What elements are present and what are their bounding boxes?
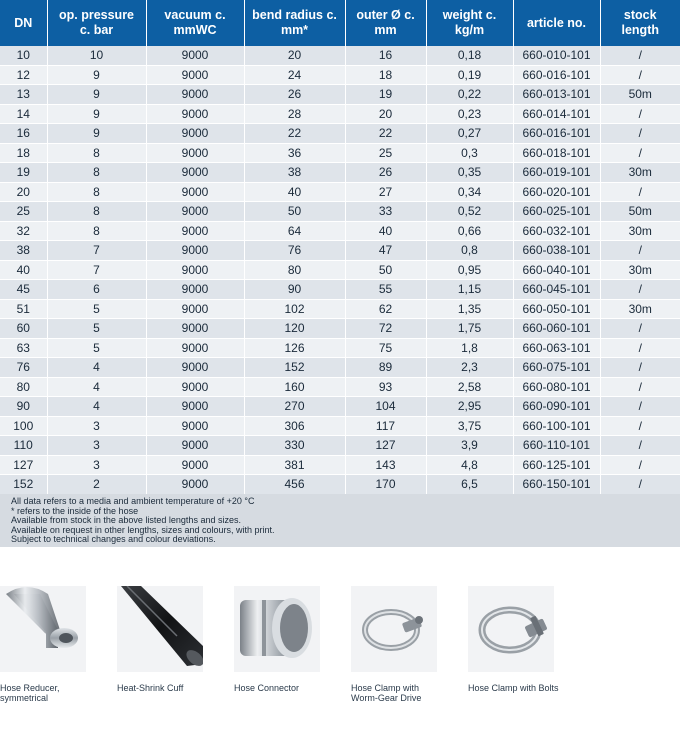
worm-gear-clamp-icon — [351, 586, 437, 672]
cell-outer-diameter: 25 — [345, 143, 426, 163]
cell-outer-diameter: 19 — [345, 85, 426, 105]
cell-weight: 0,52 — [426, 202, 513, 222]
cell-weight: 3,75 — [426, 416, 513, 436]
cell-op-pressure: 8 — [47, 182, 146, 202]
accessory-label: Hose Connector — [234, 683, 300, 693]
cell-article-no: 660-010-101 — [513, 46, 600, 65]
cell-stock-length: 30m — [600, 260, 680, 280]
header-weight: weight c. kg/m — [426, 0, 513, 46]
cell-bend-radius: 26 — [244, 85, 345, 105]
cell-outer-diameter: 117 — [345, 416, 426, 436]
cell-dn: 110 — [0, 436, 47, 456]
cell-vacuum: 9000 — [146, 377, 244, 397]
cell-stock-length: / — [600, 241, 680, 261]
cell-weight: 3,9 — [426, 436, 513, 456]
cell-dn: 12 — [0, 65, 47, 85]
cell-stock-length: / — [600, 377, 680, 397]
cell-stock-length: / — [600, 124, 680, 144]
cell-bend-radius: 24 — [244, 65, 345, 85]
cell-dn: 45 — [0, 280, 47, 300]
cell-op-pressure: 4 — [47, 358, 146, 378]
table-row — [0, 163, 680, 183]
cell-stock-length: / — [600, 280, 680, 300]
cell-stock-length: / — [600, 358, 680, 378]
accessory-heat-shrink-cuff[interactable] — [117, 586, 227, 694]
cell-weight: 1,35 — [426, 299, 513, 319]
hose-reducer-icon — [0, 586, 86, 672]
cell-op-pressure: 3 — [47, 436, 146, 456]
table-row — [0, 397, 680, 417]
cell-dn: 152 — [0, 475, 47, 495]
cell-weight: 0,27 — [426, 124, 513, 144]
cell-vacuum: 9000 — [146, 124, 244, 144]
cell-stock-length: 30m — [600, 163, 680, 183]
cell-op-pressure: 4 — [47, 397, 146, 417]
cell-op-pressure: 9 — [47, 65, 146, 85]
cell-stock-length: / — [600, 65, 680, 85]
cell-outer-diameter: 16 — [345, 46, 426, 65]
cell-dn: 90 — [0, 397, 47, 417]
cell-dn: 63 — [0, 338, 47, 358]
header-op-pressure: op. pressure c. bar — [47, 0, 146, 46]
cell-outer-diameter: 18 — [345, 65, 426, 85]
table-row — [0, 124, 680, 144]
cell-bend-radius: 40 — [244, 182, 345, 202]
cell-article-no: 660-050-101 — [513, 299, 600, 319]
cell-bend-radius: 126 — [244, 338, 345, 358]
cell-outer-diameter: 93 — [345, 377, 426, 397]
cell-vacuum: 9000 — [146, 475, 244, 495]
cell-outer-diameter: 47 — [345, 241, 426, 261]
table-row — [0, 280, 680, 300]
cell-weight: 1,15 — [426, 280, 513, 300]
cell-vacuum: 9000 — [146, 397, 244, 417]
cell-outer-diameter: 89 — [345, 358, 426, 378]
accessory-label: Hose Reducer, symmetrical — [0, 683, 60, 703]
cell-stock-length: / — [600, 455, 680, 475]
cell-bend-radius: 270 — [244, 397, 345, 417]
heat-shrink-cuff-icon — [117, 586, 203, 672]
cell-weight: 2,58 — [426, 377, 513, 397]
table-row — [0, 260, 680, 280]
table-row — [0, 85, 680, 105]
accessory-bolt-clamp[interactable] — [468, 586, 578, 694]
cell-weight: 0,95 — [426, 260, 513, 280]
spec-table-body — [0, 46, 680, 494]
cell-op-pressure: 6 — [47, 280, 146, 300]
cell-outer-diameter: 75 — [345, 338, 426, 358]
cell-bend-radius: 330 — [244, 436, 345, 456]
table-row — [0, 143, 680, 163]
cell-bend-radius: 80 — [244, 260, 345, 280]
hose-connector-icon — [234, 586, 320, 672]
cell-weight: 1,8 — [426, 338, 513, 358]
cell-article-no: 660-040-101 — [513, 260, 600, 280]
cell-stock-length: / — [600, 416, 680, 436]
cell-article-no: 660-090-101 — [513, 397, 600, 417]
cell-article-no: 660-080-101 — [513, 377, 600, 397]
cell-weight: 1,75 — [426, 319, 513, 339]
table-row — [0, 319, 680, 339]
cell-op-pressure: 3 — [47, 455, 146, 475]
cell-bend-radius: 22 — [244, 124, 345, 144]
cell-vacuum: 9000 — [146, 260, 244, 280]
cell-weight: 0,34 — [426, 182, 513, 202]
cell-dn: 127 — [0, 455, 47, 475]
accessory-label: Hose Clamp with Bolts — [468, 683, 559, 693]
note-temperature: All data refers to a media and ambient temperature of +20 °C — [11, 496, 255, 506]
cell-bend-radius: 28 — [244, 104, 345, 124]
cell-outer-diameter: 22 — [345, 124, 426, 144]
cell-bend-radius: 50 — [244, 202, 345, 222]
cell-op-pressure: 8 — [47, 143, 146, 163]
header-bend-radius: bend radius c. mm* — [244, 0, 345, 46]
cell-op-pressure: 8 — [47, 202, 146, 222]
cell-bend-radius: 160 — [244, 377, 345, 397]
cell-bend-radius: 120 — [244, 319, 345, 339]
cell-bend-radius: 64 — [244, 221, 345, 241]
accessory-worm-gear-clamp[interactable] — [351, 586, 461, 703]
cell-article-no: 660-110-101 — [513, 436, 600, 456]
cell-weight: 0,22 — [426, 85, 513, 105]
cell-weight: 6,5 — [426, 475, 513, 495]
footnotes — [0, 494, 680, 547]
cell-dn: 13 — [0, 85, 47, 105]
table-row — [0, 299, 680, 319]
cell-outer-diameter: 72 — [345, 319, 426, 339]
cell-outer-diameter: 33 — [345, 202, 426, 222]
cell-article-no: 660-075-101 — [513, 358, 600, 378]
cell-stock-length: 50m — [600, 85, 680, 105]
cell-stock-length: / — [600, 436, 680, 456]
cell-stock-length: 50m — [600, 202, 680, 222]
cell-dn: 100 — [0, 416, 47, 436]
cell-outer-diameter: 50 — [345, 260, 426, 280]
cell-op-pressure: 7 — [47, 241, 146, 261]
cell-article-no: 660-060-101 — [513, 319, 600, 339]
cell-vacuum: 9000 — [146, 143, 244, 163]
table-row — [0, 182, 680, 202]
header-outer-diameter: outer Ø c. mm — [345, 0, 426, 46]
cell-weight: 0,23 — [426, 104, 513, 124]
cell-stock-length: 30m — [600, 299, 680, 319]
cell-dn: 25 — [0, 202, 47, 222]
cell-dn: 80 — [0, 377, 47, 397]
cell-article-no: 660-150-101 — [513, 475, 600, 495]
cell-dn: 32 — [0, 221, 47, 241]
cell-article-no: 660-063-101 — [513, 338, 600, 358]
cell-article-no: 660-016-101 — [513, 124, 600, 144]
cell-vacuum: 9000 — [146, 319, 244, 339]
cell-weight: 0,3 — [426, 143, 513, 163]
cell-stock-length: / — [600, 143, 680, 163]
cell-vacuum: 9000 — [146, 455, 244, 475]
table-row — [0, 416, 680, 436]
note-stock: Available from stock in the above listed lengths and sizes. — [11, 515, 241, 526]
cell-vacuum: 9000 — [146, 182, 244, 202]
cell-article-no: 660-025-101 — [513, 202, 600, 222]
header-stock-length: stock length — [600, 0, 680, 46]
cell-op-pressure: 9 — [47, 124, 146, 144]
cell-vacuum: 9000 — [146, 358, 244, 378]
cell-vacuum: 9000 — [146, 338, 244, 358]
cell-article-no: 660-100-101 — [513, 416, 600, 436]
accessory-hose-reducer[interactable] — [0, 586, 110, 703]
cell-op-pressure: 8 — [47, 221, 146, 241]
cell-vacuum: 9000 — [146, 416, 244, 436]
cell-vacuum: 9000 — [146, 299, 244, 319]
cell-vacuum: 9000 — [146, 280, 244, 300]
cell-weight: 0,18 — [426, 46, 513, 65]
cell-article-no: 660-032-101 — [513, 221, 600, 241]
cell-stock-length: / — [600, 104, 680, 124]
cell-op-pressure: 5 — [47, 338, 146, 358]
cell-article-no: 660-038-101 — [513, 241, 600, 261]
accessory-label: Hose Clamp with Worm-Gear Drive — [351, 683, 422, 703]
cell-bend-radius: 456 — [244, 475, 345, 495]
cell-outer-diameter: 55 — [345, 280, 426, 300]
cell-dn: 60 — [0, 319, 47, 339]
cell-weight: 2,3 — [426, 358, 513, 378]
cell-bend-radius: 20 — [244, 46, 345, 65]
cell-vacuum: 9000 — [146, 104, 244, 124]
cell-vacuum: 9000 — [146, 46, 244, 65]
note-bend-radius: * refers to the inside of the hose — [11, 505, 139, 516]
table-row — [0, 338, 680, 358]
table-row — [0, 65, 680, 85]
cell-outer-diameter: 26 — [345, 163, 426, 183]
header-article-no: article no. — [513, 0, 600, 46]
cell-dn: 19 — [0, 163, 47, 183]
cell-outer-diameter: 40 — [345, 221, 426, 241]
cell-dn: 20 — [0, 182, 47, 202]
cell-stock-length: / — [600, 46, 680, 65]
cell-dn: 16 — [0, 124, 47, 144]
cell-dn: 76 — [0, 358, 47, 378]
cell-weight: 4,8 — [426, 455, 513, 475]
table-row — [0, 241, 680, 261]
cell-dn: 51 — [0, 299, 47, 319]
cell-stock-length: 30m — [600, 221, 680, 241]
cell-outer-diameter: 27 — [345, 182, 426, 202]
cell-vacuum: 9000 — [146, 85, 244, 105]
cell-vacuum: 9000 — [146, 436, 244, 456]
cell-op-pressure: 3 — [47, 416, 146, 436]
cell-article-no: 660-016-101 — [513, 65, 600, 85]
bolt-clamp-icon — [468, 586, 554, 672]
cell-article-no: 660-018-101 — [513, 143, 600, 163]
table-row — [0, 377, 680, 397]
cell-dn: 10 — [0, 46, 47, 65]
cell-dn: 18 — [0, 143, 47, 163]
cell-bend-radius: 36 — [244, 143, 345, 163]
table-row — [0, 436, 680, 456]
cell-op-pressure: 5 — [47, 299, 146, 319]
cell-weight: 0,8 — [426, 241, 513, 261]
cell-stock-length: / — [600, 319, 680, 339]
table-row — [0, 455, 680, 475]
table-row — [0, 221, 680, 241]
accessories-row — [0, 586, 680, 726]
cell-dn: 40 — [0, 260, 47, 280]
cell-weight: 0,19 — [426, 65, 513, 85]
cell-stock-length: / — [600, 397, 680, 417]
table-header-row — [0, 0, 680, 46]
cell-bend-radius: 38 — [244, 163, 345, 183]
cell-vacuum: 9000 — [146, 202, 244, 222]
cell-stock-length: / — [600, 338, 680, 358]
cell-weight: 0,66 — [426, 221, 513, 241]
cell-op-pressure: 2 — [47, 475, 146, 495]
cell-op-pressure: 9 — [47, 85, 146, 105]
cell-bend-radius: 152 — [244, 358, 345, 378]
cell-outer-diameter: 20 — [345, 104, 426, 124]
table-row — [0, 202, 680, 222]
header-vacuum: vacuum c. mmWC — [146, 0, 244, 46]
cell-bend-radius: 90 — [244, 280, 345, 300]
table-row — [0, 104, 680, 124]
cell-stock-length: / — [600, 475, 680, 495]
table-row — [0, 46, 680, 65]
cell-weight: 0,35 — [426, 163, 513, 183]
cell-vacuum: 9000 — [146, 221, 244, 241]
table-row — [0, 358, 680, 378]
cell-bend-radius: 381 — [244, 455, 345, 475]
cell-stock-length: / — [600, 182, 680, 202]
accessory-label: Heat-Shrink Cuff — [117, 683, 184, 693]
cell-article-no: 660-125-101 — [513, 455, 600, 475]
cell-op-pressure: 7 — [47, 260, 146, 280]
cell-bend-radius: 102 — [244, 299, 345, 319]
cell-article-no: 660-045-101 — [513, 280, 600, 300]
note-on-request: Available on request in other lengths, sizes and colours, with print. — [11, 524, 275, 535]
cell-outer-diameter: 170 — [345, 475, 426, 495]
cell-op-pressure: 4 — [47, 377, 146, 397]
cell-outer-diameter: 62 — [345, 299, 426, 319]
cell-article-no: 660-014-101 — [513, 104, 600, 124]
cell-article-no: 660-019-101 — [513, 163, 600, 183]
cell-op-pressure: 5 — [47, 319, 146, 339]
cell-outer-diameter: 127 — [345, 436, 426, 456]
cell-article-no: 660-013-101 — [513, 85, 600, 105]
cell-article-no: 660-020-101 — [513, 182, 600, 202]
cell-bend-radius: 76 — [244, 241, 345, 261]
accessory-hose-connector[interactable] — [234, 586, 344, 694]
cell-vacuum: 9000 — [146, 163, 244, 183]
table-row — [0, 475, 680, 495]
cell-op-pressure: 10 — [47, 46, 146, 65]
cell-op-pressure: 9 — [47, 104, 146, 124]
cell-weight: 2,95 — [426, 397, 513, 417]
note-disclaimer: Subject to technical changes and colour deviations. — [11, 534, 216, 545]
cell-outer-diameter: 143 — [345, 455, 426, 475]
cell-dn: 38 — [0, 241, 47, 261]
header-dn: DN — [0, 0, 47, 46]
cell-vacuum: 9000 — [146, 241, 244, 261]
cell-dn: 14 — [0, 104, 47, 124]
cell-vacuum: 9000 — [146, 65, 244, 85]
cell-op-pressure: 8 — [47, 163, 146, 183]
cell-bend-radius: 306 — [244, 416, 345, 436]
cell-outer-diameter: 104 — [345, 397, 426, 417]
